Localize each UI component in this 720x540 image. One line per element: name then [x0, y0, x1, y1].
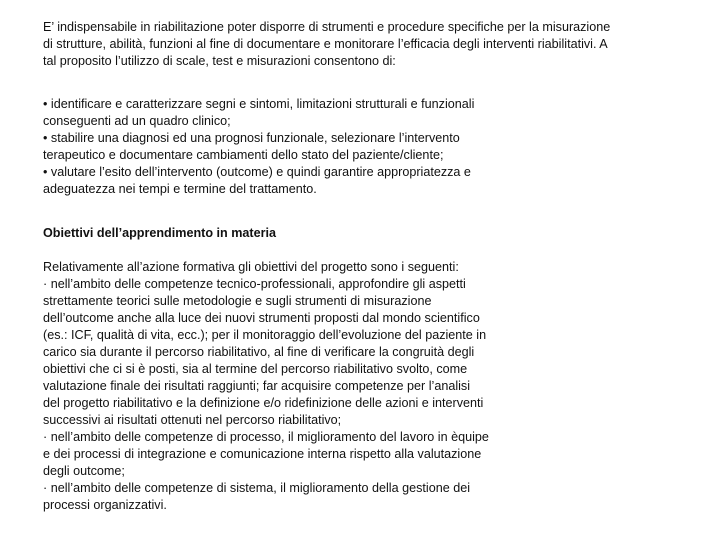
objectives-line: successivi ai risultati ottenuti nel percorso riabilitativo; — [43, 413, 342, 427]
objectives-line: · nell’ambito delle competenze di sistema, il miglioramento della gestione dei — [43, 481, 471, 495]
intro-line: di strutture, abilità, funzioni al fine di documentare e monitorare l’efficacia degli interventi riabilitativi. A — [43, 37, 608, 51]
intro-paragraph — [43, 19, 713, 70]
objectives-line: del progetto riabilitativo e la definizione e/o ridefinizione delle azioni e interventi — [43, 396, 484, 410]
objectives-line: obiettivi che ci si è posti, sia al termine del percorso riabilitativo svolto, come — [43, 362, 468, 376]
bullet-list — [43, 96, 543, 198]
objectives-line: e dei processi di integrazione e comunicazione interna rispetto alla valutazione — [43, 447, 482, 461]
intro-line: E’ indispensabile in riabilitazione poter disporre di strumenti e procedure specifiche per la misurazione — [43, 20, 611, 34]
bullet-line: terapeutico e documentare cambiamenti dello stato del paziente/cliente; — [43, 148, 444, 162]
objectives-line: (es.: ICF, qualità di vita, ecc.); per il monitoraggio dell’evoluzione del paziente in — [43, 328, 487, 342]
objectives-line: valutazione finale dei risultati raggiunti; far acquisire competenze per l’analisi — [43, 379, 471, 393]
section-heading: Obiettivi dell’apprendimento in materia — [43, 226, 277, 240]
objectives-paragraph — [43, 259, 553, 514]
bullet-line: conseguenti ad un quadro clinico; — [43, 114, 231, 128]
objectives-line: dell’outcome anche alla luce dei nuovi strumenti proposti dal mondo scientifico — [43, 311, 480, 325]
objectives-line: degli outcome; — [43, 464, 125, 478]
objectives-line: strettamente teorici sulle metodologie e sugli strumenti di misurazione — [43, 294, 432, 308]
objectives-line: · nell’ambito delle competenze tecnico-professionali, approfondire gli aspetti — [43, 277, 466, 291]
bullet-line: • stabilire una diagnosi ed una prognosi funzionale, selezionare l’intervento — [43, 131, 460, 145]
objectives-line: · nell’ambito delle competenze di processo, il miglioramento del lavoro in èquipe — [43, 430, 489, 444]
bullet-line: • valutare l’esito dell’intervento (outcome) e quindi garantire appropriatezza e — [43, 165, 471, 179]
objectives-line: Relativamente all’azione formativa gli obiettivi del progetto sono i seguenti: — [43, 260, 459, 274]
bullet-line: • identificare e caratterizzare segni e sintomi, limitazioni strutturali e funzionali — [43, 97, 475, 111]
objectives-line: carico sia durante il percorso riabilitativo, al fine di verificare la congruità degli — [43, 345, 475, 359]
objectives-line: processi organizzativi. — [43, 498, 167, 512]
bullet-line: adeguatezza nei tempi e termine del trattamento. — [43, 182, 317, 196]
intro-line: tal proposito l’utilizzo di scale, test e misurazioni consentono di: — [43, 54, 396, 68]
